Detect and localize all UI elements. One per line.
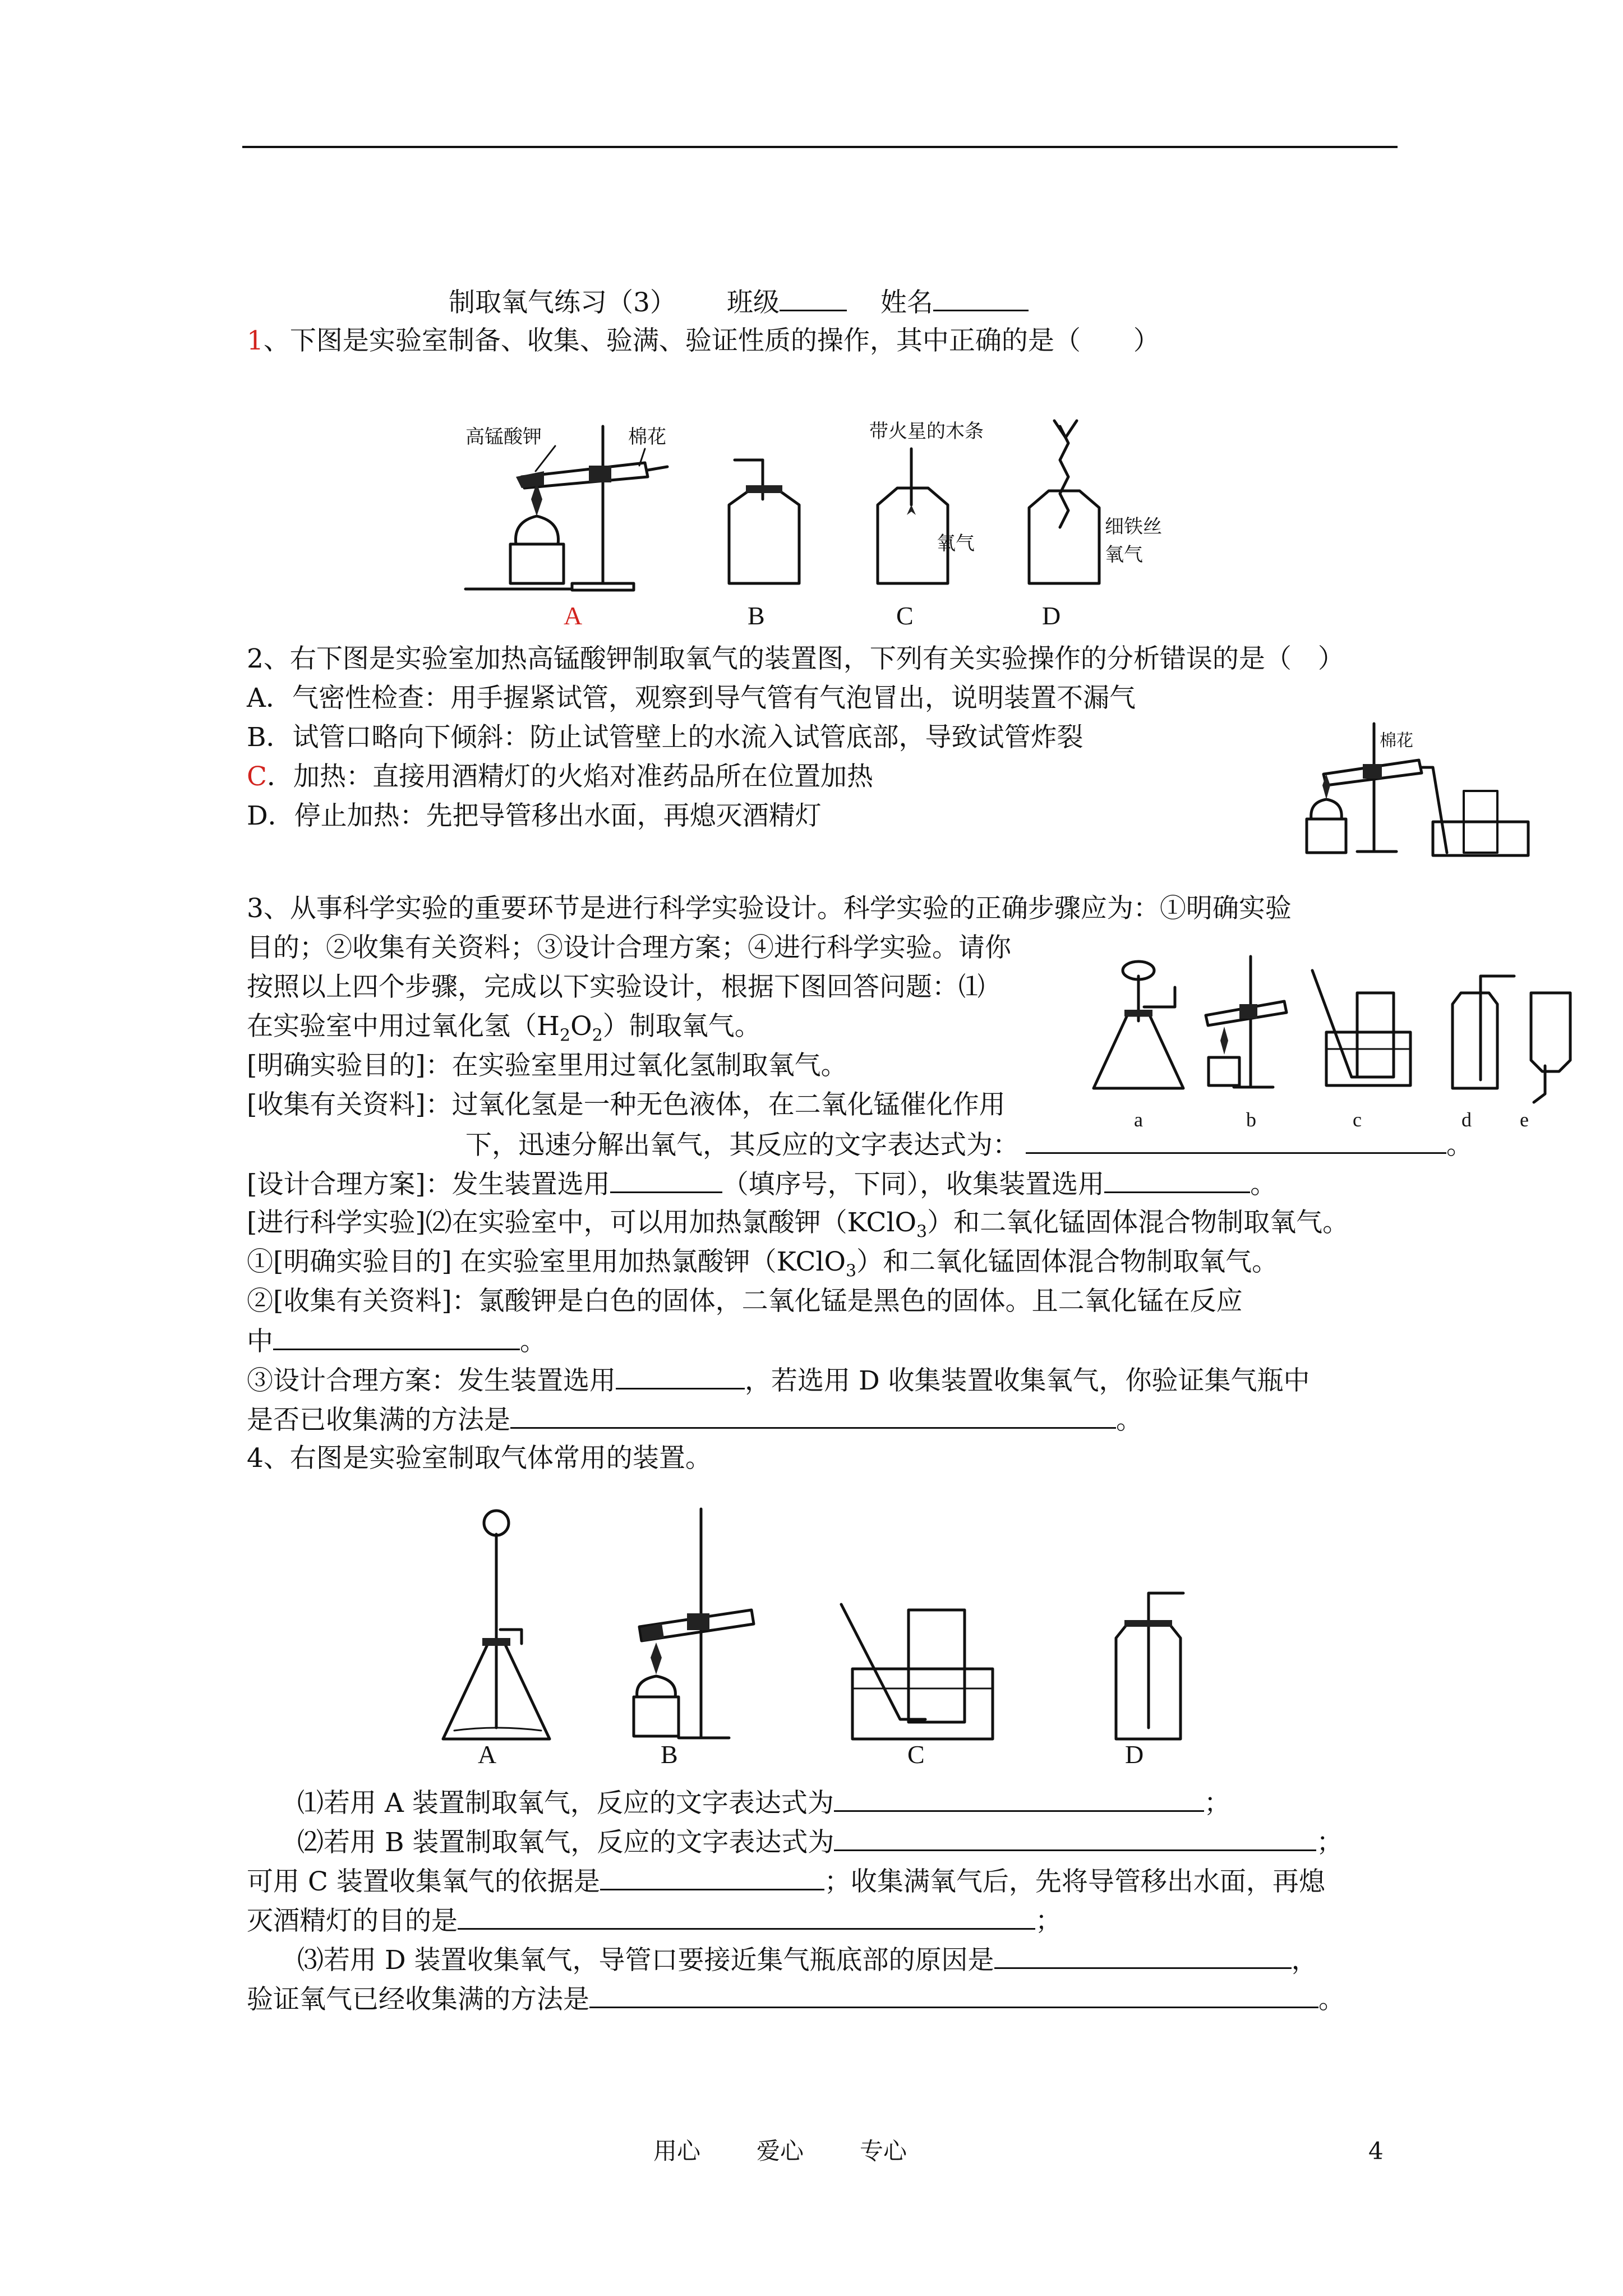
q4-b-equation-blank[interactable] — [834, 1825, 1316, 1851]
q3-line8-end: 。 — [1250, 1169, 1277, 1200]
q1-figure — [460, 415, 1166, 595]
q3-mno2-role-blank[interactable] — [273, 1324, 520, 1350]
q1-stem — [247, 324, 1160, 358]
q4-p1-text: ⑴若用 A 装置制取氧气，反应的文字表达式为 — [297, 1788, 834, 1819]
q3-line14-a: 是否已收集满的方法是 — [247, 1405, 510, 1435]
q4-p6-text: 验证氧气已经收集满的方法是 — [247, 1984, 589, 2015]
q3-line12-end: 。 — [520, 1326, 546, 1357]
q3-line4-sub2: 2 — [592, 1025, 603, 1046]
q3-line10-a: ①[明确实验目的] 在实验室里用加热氯酸钾（KClO — [247, 1246, 846, 1277]
q1-number: 1 — [247, 325, 264, 356]
q4-p1-end: ； — [1204, 1788, 1230, 1819]
q3-apparatus-e — [1531, 993, 1570, 1102]
q3-line9 — [247, 1206, 1349, 1240]
q3-line6: [收集有关资料]：过氧化氢是一种无色液体，在二氧化锰催化作用 — [247, 1089, 1006, 1120]
q3-line7-end: 。 — [1446, 1130, 1473, 1161]
q4-apparatus-c — [841, 1604, 993, 1739]
class-label: 班级 — [726, 287, 780, 318]
q2-option-a[interactable]: A．气密性检查：用手握紧试管，观察到导气管有气泡冒出，说明装置不漏气 — [247, 683, 1136, 714]
q4-figure — [437, 1503, 1223, 1745]
q3-figure — [1088, 954, 1576, 1111]
q3-figure-label-d: d — [1461, 1108, 1472, 1131]
q3-line13-a: ③设计合理方案：发生装置选用 — [247, 1365, 616, 1396]
name-blank[interactable] — [933, 285, 1029, 311]
q2-figure — [1295, 718, 1531, 858]
q3-apparatus-b — [1206, 956, 1287, 1087]
q4-a-equation-blank[interactable] — [834, 1786, 1204, 1812]
q1-figure-label: 棉花 — [628, 426, 666, 448]
q1-option-d[interactable]: D — [1042, 601, 1061, 630]
q3-figure-label-a: a — [1134, 1108, 1143, 1131]
footer-motto — [653, 2134, 907, 2168]
q3-line9-sub: 3 — [916, 1222, 928, 1242]
q3-line2: 目的；②收集有关资料；③设计合理方案；④进行科学实验。请你 — [247, 932, 1011, 963]
q3-line7 — [465, 1128, 1473, 1162]
page-number: 4 — [1368, 2137, 1384, 2165]
q3-figure-label-c: c — [1353, 1108, 1362, 1131]
q3-line10-sub: 3 — [846, 1261, 857, 1281]
q3-apparatus-c — [1312, 970, 1410, 1085]
q3-line13-b: ，若选用 D 收集装置收集氧气，你验证集气瓶中 — [745, 1365, 1310, 1396]
class-blank[interactable] — [780, 285, 847, 311]
q3-line14 — [247, 1402, 1142, 1437]
header-rule — [242, 146, 1398, 148]
page-title-line — [449, 285, 1029, 320]
q3-line8-b: （填序号，下同），收集装置选用 — [722, 1169, 1105, 1200]
q1-apparatus-c — [869, 420, 984, 583]
q3-line10-b: ）和二氧化锰固体混合物制取氧气。 — [856, 1246, 1279, 1277]
q3-generator-blank[interactable] — [610, 1167, 722, 1193]
q3-figure-label-b: b — [1246, 1108, 1256, 1131]
q3-line7-text: 下，迅速分解出氧气，其反应的文字表达式为： — [465, 1130, 1019, 1161]
q2-option-d[interactable]: D．停止加热：先把导管移出水面，再熄灭酒精灯 — [247, 800, 822, 831]
q3-line12 — [247, 1324, 546, 1359]
q1-text: 、下图是实验室制备、收集、验满、验证性质的操作，其中正确的是（ ） — [263, 325, 1160, 356]
q3-line14-end: 。 — [1116, 1405, 1142, 1435]
q3-apparatus-d — [1453, 976, 1514, 1088]
q2-stem: 2、右下图是实验室加热高锰酸钾制取氧气的装置图，下列有关实验操作的分析错误的是（ ） — [247, 643, 1344, 674]
q3-line4-b: ）制取氧气。 — [602, 1011, 761, 1042]
q3-line11: ②[收集有关资料]：氯酸钾是白色的固体，二氧化锰是黑色的固体。且二氧化锰在反应 — [247, 1286, 1243, 1317]
q4-title: 4、右图是实验室制取气体常用的装置。 — [247, 1443, 712, 1474]
q4-p6 — [247, 1982, 1345, 2017]
q3-figure-label-e: e — [1520, 1108, 1529, 1131]
q4-p3-a: 可用 C 装置收集氧气的依据是 — [247, 1866, 600, 1897]
q3-line5: [明确实验目的]：在实验室里用过氧化氢制取氧气。 — [247, 1050, 847, 1081]
q1-figure-label: 氧气 — [1105, 544, 1143, 566]
q3-line13 — [247, 1363, 1310, 1398]
q4-p6-end: 。 — [1318, 1984, 1345, 2015]
q1-apparatus-d — [1029, 421, 1162, 583]
q4-p5 — [297, 1943, 1318, 1977]
q1-figure-label: 氧气 — [937, 532, 975, 555]
q3-line8 — [247, 1167, 1276, 1202]
q3-line9-b: ）和二氧化锰固体混合物制取氧气。 — [927, 1207, 1349, 1238]
q4-p1 — [297, 1786, 1230, 1820]
q3-line3: 按照以上四个步骤，完成以下实验设计，根据下图回答问题：⑴ — [247, 972, 985, 1002]
q4-p3 — [247, 1864, 1325, 1899]
q1-apparatus-b — [729, 460, 799, 583]
q3-line1: 3、从事科学实验的重要环节是进行科学实验设计。科学实验的正确步骤应为：①明确实验 — [247, 893, 1292, 924]
q1-option-b[interactable]: B — [748, 601, 765, 630]
footer-motto-2: 爱心 — [757, 2137, 804, 2165]
q3-apparatus-a — [1094, 961, 1183, 1088]
q4-check-full-blank[interactable] — [589, 1982, 1318, 2008]
q4-c-basis-blank[interactable] — [600, 1864, 824, 1890]
q4-p2-end: ； — [1316, 1827, 1343, 1858]
q4-apparatus-d — [1116, 1593, 1183, 1739]
q4-p4-text: 灭酒精灯的目的是 — [247, 1906, 458, 1936]
q1-figure-label: 高锰酸钾 — [465, 426, 542, 448]
footer-motto-1: 用心 — [653, 2137, 701, 2165]
q4-apparatus-a — [443, 1511, 550, 1739]
q3-line4 — [247, 1010, 761, 1046]
q3-line9-a: [进行科学实验]⑵在实验室中，可以用加热氯酸钾（KClO — [247, 1207, 917, 1238]
q3-equation-blank[interactable] — [1026, 1128, 1446, 1154]
page-title: 制取氧气练习（3） — [449, 287, 676, 318]
q4-purpose-blank[interactable] — [458, 1903, 1035, 1930]
q4-figure-label-a: A — [478, 1740, 497, 1769]
q4-figure-label-c: C — [907, 1740, 925, 1769]
name-label: 姓名 — [880, 287, 933, 318]
q1-option-c[interactable]: C — [896, 601, 914, 630]
q2-option-b[interactable]: B．试管口略向下倾斜：防止试管壁上的水流入试管底部，导致试管炸裂 — [247, 722, 1083, 753]
q2-option-c-text: ．加热：直接用酒精灯的火焰对准药品所在位置加热 — [266, 761, 873, 792]
q4-p2-text: ⑵若用 B 装置制取氧气，反应的文字表达式为 — [297, 1827, 834, 1858]
q3-line10 — [247, 1245, 1278, 1279]
q4-p4-end: ； — [1035, 1906, 1062, 1936]
q3-collector-blank[interactable] — [1104, 1167, 1250, 1193]
q3-line4-a: 在实验室中用过氧化氢（H — [247, 1011, 560, 1042]
q4-p5-end: ， — [1291, 1945, 1318, 1976]
q4-p3-b: ；收集满氧气后，先将导管移出水面，再熄 — [824, 1866, 1325, 1897]
footer-motto-3: 专心 — [860, 2137, 907, 2165]
q3-line4-sub1: 2 — [560, 1025, 571, 1046]
q3-line12-a: 中 — [247, 1326, 273, 1357]
q1-figure-label: 带火星的木条 — [869, 420, 984, 443]
q4-figure-label-d: D — [1125, 1740, 1144, 1769]
q4-p4 — [247, 1903, 1062, 1938]
q4-apparatus-b — [634, 1509, 754, 1738]
q2-figure-label: 棉花 — [1380, 731, 1413, 751]
q1-figure-label: 细铁丝 — [1105, 516, 1162, 538]
q4-p5-text: ⑶若用 D 装置收集氧气，导管口要接近集气瓶底部的原因是 — [297, 1945, 994, 1976]
q4-p2 — [297, 1825, 1343, 1860]
q3-kclo3-generator-blank[interactable] — [616, 1363, 745, 1389]
q1-apparatus-a — [465, 426, 667, 590]
q3-line8-a: [设计合理方案]：发生装置选用 — [247, 1169, 610, 1200]
q1-option-a[interactable]: A — [564, 601, 583, 630]
q3-line4-o: O — [570, 1011, 592, 1042]
q2-option-c-letter: C — [247, 761, 267, 792]
q3-check-full-blank[interactable] — [510, 1402, 1116, 1429]
q4-figure-label-b: B — [661, 1740, 678, 1769]
q4-reason-blank[interactable] — [994, 1943, 1292, 1969]
q2-option-c[interactable] — [247, 760, 873, 794]
